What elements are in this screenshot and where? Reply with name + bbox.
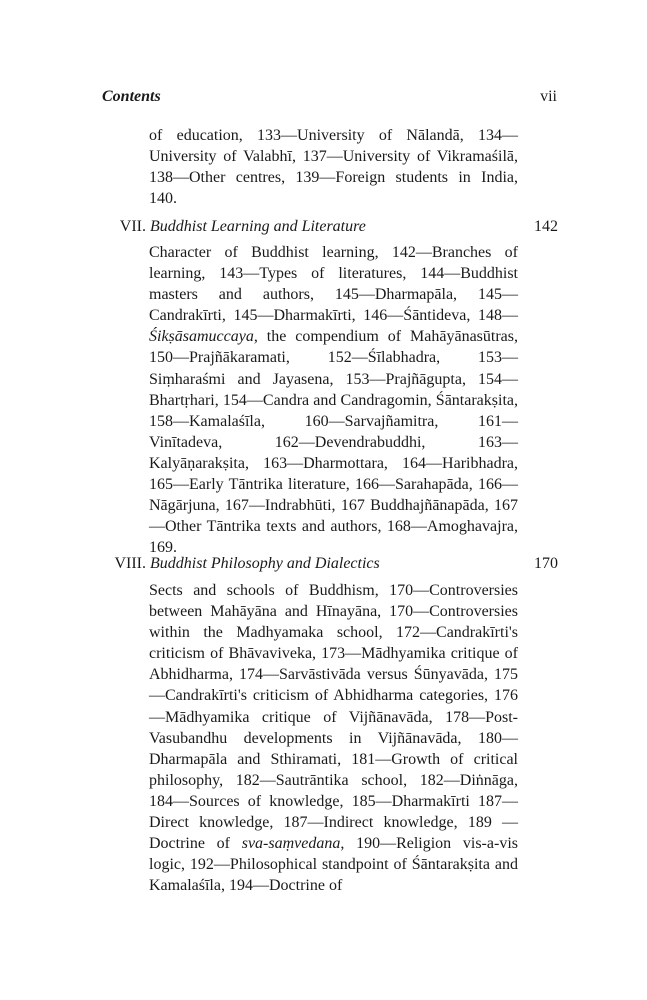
page-number: vii (540, 88, 557, 105)
summary-text-part: , the compendium of Mahāyānasūtras, 150—Prajñākaramati, 152—Śīlabhadra, 153—Siṃharaśmi and Jayasena, 153—Prajñāgupta, 154—Bhartṛhari, 154—Candra and Candragomin, Śāntarakṣita, 158—Kamalaśīla, 160—Sarvajñamitra, 161—Vinītadeva, 162—Devendrabuddhi, 163—Kalyāṇarakṣita, 163—Dharmottara, 164—Haribhadra, 165—Early Tāntrika literature, 166—Sarahapāda, 166—Nāgārjuna, 167—Indrabhūti, 167 Buddhajñānapāda, 167—Other Tāntrika texts and authors, 168—Amoghavajra, 169. (149, 328, 518, 557)
chapter-page: 142 (534, 218, 558, 235)
summary-italic-title: Śikṣāsamuccaya (149, 328, 254, 346)
chapter-number: VIII. (114, 555, 146, 572)
running-head-title: Contents (102, 88, 161, 105)
summary-text-part: Sects and schools of Buddhism, 170—Controversies between Mahāyāna and Hīnayāna, 170—Controversies within the Madhyamaka school, 172—Candrakīrti's criticism of Bhāvaviveka, 173—Mādhyamika critique of Abhidharma, 174—Sarvāstivāda versus Śūnyavāda, 175—Candrakīrti's criticism of Abhidharma categories, 176—Mādhyamika critique of Vijñānavāda, 178—Post-Vasubandhu developments in Vijñānavāda, 180—Dharmapāla and Sthiramati, 181—Growth of critical philosophy, 182—Sautrāntika school, 182—Diṅnāga, 184—Sources of knowledge, 185—Dharmakīrti 187—Direct knowledge, 187—Indirect knowledge, 189 —Doctrine of (149, 582, 518, 853)
chapter-summary-text (149, 580, 518, 896)
chapter-heading-8 (100, 555, 558, 579)
summary-text-part: , 190—Religion vis-a-vis logic, 192—Philosophical standpoint of Śāntarakṣita and Kamalaśīla, 194—Doctrine of (149, 835, 518, 895)
continued-entry (149, 125, 518, 209)
chapter-heading-7 (100, 218, 558, 242)
chapter-summary-7 (149, 242, 518, 558)
chapter-number: VII. (119, 218, 146, 235)
running-head (102, 88, 557, 112)
chapter-title: Buddhist Learning and Literature (150, 218, 366, 235)
chapter-summary-8 (149, 580, 518, 896)
chapter-summary-text (149, 242, 518, 558)
chapter-page: 170 (534, 555, 558, 572)
chapter-title: Buddhist Philosophy and Dialectics (150, 555, 380, 572)
summary-text-part: Character of Buddhist learning, 142—Branches of learning, 143—Types of literatures, 144—Buddhist masters and authors, 145—Dharmapāla, 145—Candrakīrti, 145—Dharmakīrti, 146—Śāntideva, 148— (149, 244, 518, 325)
continued-entry-text: of education, 133—University of Nālandā, 134—University of Valabhī, 137—University of Vikramaśilā, 138—Other centres, 139—Foreign students in India, 140. (149, 127, 518, 208)
summary-italic-term: sva-saṃvedana (241, 835, 341, 853)
